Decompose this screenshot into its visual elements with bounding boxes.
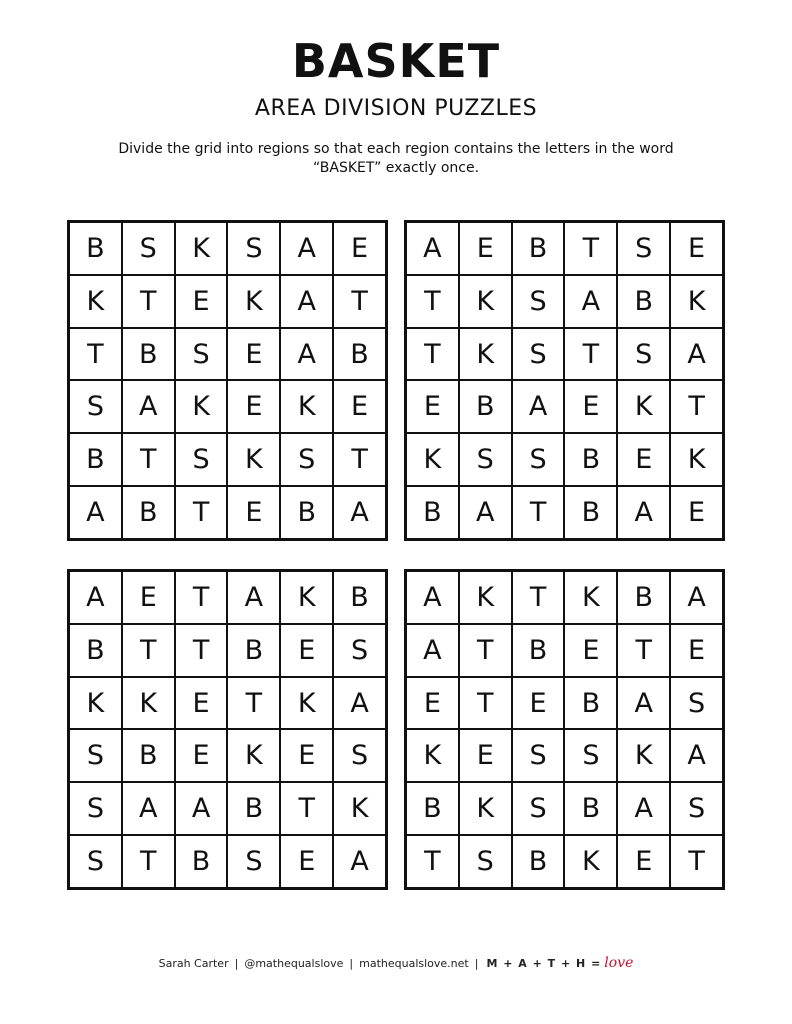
grid-cell: B	[333, 328, 386, 381]
grid-cell: K	[617, 380, 670, 433]
grid-cell: A	[670, 729, 723, 782]
grid-cell: B	[512, 624, 565, 677]
grid-cell: A	[122, 782, 175, 835]
grid-cell: S	[512, 782, 565, 835]
grid-cell: E	[280, 624, 333, 677]
grid-cell: K	[670, 433, 723, 486]
grid-cell: T	[459, 677, 512, 730]
grid-cell: S	[69, 380, 122, 433]
grid-cell: K	[280, 380, 333, 433]
grid-cell: B	[512, 835, 565, 888]
grid-cell: E	[227, 328, 280, 381]
grid-cell: E	[670, 222, 723, 275]
grid-cell: K	[227, 729, 280, 782]
grid-cell: T	[670, 380, 723, 433]
grid-cell: B	[69, 433, 122, 486]
grid-cell: K	[175, 380, 228, 433]
grid-cell: K	[280, 677, 333, 730]
grid-cell: K	[122, 677, 175, 730]
puzzle-grid-2	[404, 220, 725, 541]
grid-cell: K	[333, 782, 386, 835]
grid-cell: K	[406, 433, 459, 486]
grid-cell: S	[670, 782, 723, 835]
grid-cell: E	[406, 380, 459, 433]
grid-cell: S	[175, 433, 228, 486]
grid-cell: A	[69, 486, 122, 539]
grid-cell: K	[69, 677, 122, 730]
grid-cell: T	[69, 328, 122, 381]
grid-cell: S	[512, 729, 565, 782]
grid-cell: E	[459, 222, 512, 275]
grid-cell: B	[512, 222, 565, 275]
grid-cell: T	[406, 835, 459, 888]
grid-cell: B	[406, 486, 459, 539]
grid-cell: K	[564, 571, 617, 624]
grid-cell: S	[333, 624, 386, 677]
page-subtitle: AREA DIVISION PUZZLES	[254, 96, 538, 121]
grid-cell: B	[617, 571, 670, 624]
grid-cell: B	[564, 677, 617, 730]
grid-cell: B	[227, 782, 280, 835]
grid-cell: A	[564, 275, 617, 328]
grid-cell: K	[280, 571, 333, 624]
grid-cell: T	[333, 275, 386, 328]
grid-cell: T	[122, 835, 175, 888]
grid-cell: T	[175, 624, 228, 677]
grid-cell: E	[175, 275, 228, 328]
grid-cell: T	[406, 275, 459, 328]
grid-cell: E	[617, 433, 670, 486]
grid-cell: K	[459, 782, 512, 835]
grid-cell: E	[459, 729, 512, 782]
grid-cell: S	[512, 433, 565, 486]
grid-cell: B	[122, 328, 175, 381]
grid-cell: A	[406, 222, 459, 275]
grid-cell: E	[227, 380, 280, 433]
grid-cell: K	[227, 275, 280, 328]
grid-cell: T	[512, 486, 565, 539]
footer	[0, 955, 792, 971]
grid-cell: K	[459, 328, 512, 381]
grid-cell: K	[69, 275, 122, 328]
footer-brand: M + A + T + H =	[486, 956, 602, 970]
grid-cell: A	[280, 222, 333, 275]
grid-cell: A	[406, 624, 459, 677]
grid-cell: B	[617, 275, 670, 328]
grid-cell: S	[564, 729, 617, 782]
grid-cell: T	[459, 624, 512, 677]
grid-cell: S	[69, 782, 122, 835]
grid-cell: A	[670, 328, 723, 381]
grid-cell: E	[280, 729, 333, 782]
grid-cell: A	[280, 328, 333, 381]
grid-cell: T	[617, 624, 670, 677]
grid-cell: T	[122, 433, 175, 486]
grid-cell: B	[333, 571, 386, 624]
grid-cell: A	[122, 380, 175, 433]
grid-cell: A	[670, 571, 723, 624]
footer-brand-love: love	[604, 955, 634, 971]
grid-cell: E	[670, 486, 723, 539]
grid-cell: B	[69, 222, 122, 275]
grid-cell: E	[512, 677, 565, 730]
grid-cell: K	[227, 433, 280, 486]
grid-cell: K	[175, 222, 228, 275]
grid-cell: E	[175, 729, 228, 782]
grid-cell: B	[564, 486, 617, 539]
grid-cell: B	[122, 486, 175, 539]
grid-cell: E	[564, 380, 617, 433]
grid-cell: A	[333, 677, 386, 730]
grid-cell: B	[69, 624, 122, 677]
grid-cell: A	[406, 571, 459, 624]
grid-cell: A	[617, 677, 670, 730]
grid-cell: K	[670, 275, 723, 328]
instructions-text: Divide the grid into regions so that each region contains the letters in the word “BASKET” exactly once.	[118, 141, 674, 176]
grid-cell: E	[670, 624, 723, 677]
grid-cell: S	[459, 835, 512, 888]
grid-cell: S	[122, 222, 175, 275]
grid-cell: B	[122, 729, 175, 782]
footer-author: Sarah Carter	[158, 956, 229, 970]
grid-cell: T	[406, 328, 459, 381]
grid-cell: E	[280, 835, 333, 888]
footer-separator: |	[474, 956, 479, 970]
page-title: BASKET	[291, 34, 501, 88]
grid-cell: S	[69, 835, 122, 888]
grid-cell: T	[333, 433, 386, 486]
puzzle-grid-3	[67, 569, 388, 890]
grid-cell: T	[512, 571, 565, 624]
grid-cell: S	[227, 222, 280, 275]
puzzle-grid-4	[404, 569, 725, 890]
grid-cell: S	[617, 222, 670, 275]
grid-cell: K	[459, 275, 512, 328]
grid-cell: A	[617, 486, 670, 539]
grid-cell: B	[564, 433, 617, 486]
grid-cell: B	[564, 782, 617, 835]
footer-separator: |	[349, 956, 354, 970]
grid-cell: T	[175, 486, 228, 539]
footer-separator: |	[234, 956, 239, 970]
grid-cell: T	[564, 222, 617, 275]
grid-cell: E	[564, 624, 617, 677]
grid-cell: T	[122, 624, 175, 677]
grid-cell: A	[333, 486, 386, 539]
grid-cell: K	[406, 729, 459, 782]
grid-cell: A	[280, 275, 333, 328]
grid-cell: K	[617, 729, 670, 782]
grid-cell: T	[670, 835, 723, 888]
grid-cell: S	[69, 729, 122, 782]
grid-cell: E	[227, 486, 280, 539]
grid-cell: B	[406, 782, 459, 835]
footer-website: mathequalslove.net	[359, 956, 469, 970]
grid-cell: T	[564, 328, 617, 381]
grid-cell: E	[175, 677, 228, 730]
grid-cell: E	[406, 677, 459, 730]
grid-cell: B	[459, 380, 512, 433]
grid-cell: A	[69, 571, 122, 624]
grid-cell: T	[227, 677, 280, 730]
grid-cell: S	[617, 328, 670, 381]
grid-cell: S	[459, 433, 512, 486]
grid-cell: T	[175, 571, 228, 624]
grid-cell: A	[617, 782, 670, 835]
grid-cell: S	[512, 328, 565, 381]
grid-cell: S	[227, 835, 280, 888]
grid-cell: K	[564, 835, 617, 888]
footer-handle: @mathequalslove	[244, 956, 344, 970]
grid-cell: A	[333, 835, 386, 888]
grid-cell: S	[175, 328, 228, 381]
grid-cell: E	[122, 571, 175, 624]
grid-cell: A	[175, 782, 228, 835]
grid-cell: A	[512, 380, 565, 433]
grid-cell: A	[227, 571, 280, 624]
grid-cell: B	[280, 486, 333, 539]
grid-cell: B	[175, 835, 228, 888]
puzzle-grid-1	[67, 220, 388, 541]
grid-cell: T	[280, 782, 333, 835]
grid-cell: S	[670, 677, 723, 730]
grid-cell: E	[333, 380, 386, 433]
grid-cell: S	[280, 433, 333, 486]
grid-cell: S	[333, 729, 386, 782]
grid-cell: T	[122, 275, 175, 328]
grid-cell: E	[617, 835, 670, 888]
grid-cell: B	[227, 624, 280, 677]
grid-cell: S	[512, 275, 565, 328]
grid-cell: A	[459, 486, 512, 539]
grid-cell: E	[333, 222, 386, 275]
grid-cell: K	[459, 571, 512, 624]
